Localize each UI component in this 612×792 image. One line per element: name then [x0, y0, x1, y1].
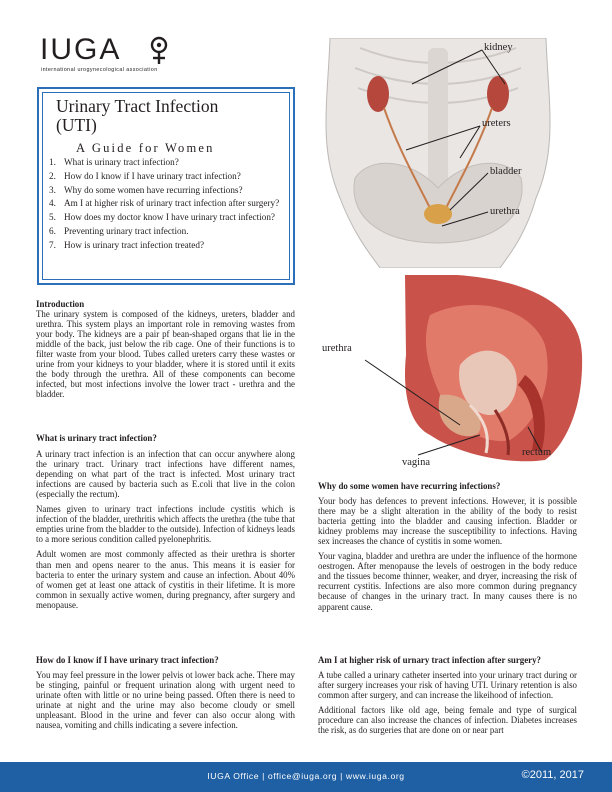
document-title: [56, 97, 218, 135]
label-rectum: rectum: [522, 447, 552, 458]
why-paragraph-1: Your body has defences to prevent infections. However, it is possible there may be a slight alteration in the ability of the body to resist bacteria getting into the bladder and causing infection. Bladder or kidney problems may increase the susceptibility to infections. Having sex increases the chance of cystitis in some women.: [318, 496, 577, 547]
surgery-heading: Am I at higher risk of urnary tract infection after surgery?: [318, 655, 541, 665]
label-bladder: bladder: [490, 166, 522, 177]
pelvic-cross-section-figure: [310, 275, 585, 475]
toc-item: 7. How is urinary tract infection treated?: [49, 239, 205, 250]
introduction-heading: Introduction: [36, 299, 85, 309]
urinary-system-figure: [300, 38, 580, 268]
title-line-1: Urinary Tract Infection: [56, 96, 219, 116]
guide-box: [37, 87, 295, 285]
surgery-paragraph-1: A tube called a urinary catheter inserted into your urinary tract during or after surgery increases your risk of having UTI. Urinary retention is also common after surgery, and can increase the likeihood of infection.: [318, 670, 577, 701]
toc-item: 6. Preventing urinary tract infection.: [49, 225, 189, 236]
right-column-why: [318, 481, 577, 612]
footer-contact: IUGA Office | office@iuga.org | www.iuga.org: [207, 771, 405, 781]
pelvic-cross-section-illustration: [310, 275, 585, 475]
logo-wordmark: IUGA: [40, 33, 122, 66]
right-column-surgery: [318, 655, 577, 735]
how-heading: How do I know if I have urinary tract infection?: [36, 655, 219, 665]
what-paragraph-1: A urinary tract infection is an infection that can occur anywhere along the urinary tract. Urinary tract infections have different names, depending on what part of the tract is infected. Most urinary tract infections are caused by bacteria such as E.coli that live in the colon (especially the rectum).: [36, 449, 295, 500]
title-line-2: (UTI): [56, 115, 97, 135]
how-paragraph: You may feel pressure in the lower pelvis ot lower back ache. There may be stinging, painful or frequent urination along with urgent need to urinate often with little or no urine being passed. Often there is need to urinate at night and the urine may also become cloudy or smell unpleasant. Blood in the urine and fever can also occur along with nausea, vomiting and chills indicating a severe infection.: [36, 670, 295, 731]
label-vagina: vagina: [402, 457, 430, 468]
toc-item: 5. How does my doctor know I have urinary tract infection?: [49, 212, 275, 223]
what-paragraph-2: Names given to urinary tract infections include cystitis which is infection of the bladder, urethritis which affects the urethra (the tube that empties urine from the bladder to the outside). Infection of kidneys leads to a more serious condition called pyelonephritis.: [36, 504, 295, 545]
toc-item: 3. Why do some women have recurring infections?: [49, 184, 243, 195]
introduction-paragraph: The urinary system is composed of the kidneys, ureters, bladder and urethra. This system plays an important role in removing wastes from your body. The kidneys are a pair pf bean-shaped organs that lie in the middle of the back, just below the rib cage. One of their functions is to filter waste from your blood. Tubes called ureters carry these wastes or urine from your kidneys to your bladder, where it is stored until it exits the body through the urethra. All of these components can become infected, but most infections involve the lower tract - urethra and the bladder.: [36, 309, 295, 400]
toc-item: 4. Am I at higher risk of urinary tract infection after surgery?: [49, 198, 280, 209]
left-column-how: [36, 655, 295, 730]
iuga-logo: [40, 34, 230, 76]
footer-copyright: ©2011, 2017: [521, 769, 584, 781]
female-symbol-icon: [148, 36, 170, 66]
label-ureters: ureters: [482, 118, 511, 129]
what-paragraph-3: Adult women are most commonly affected as their urethra is shorter than men and opens nearer to the anus. This means it is easier for bacteria to enter the urinary system and cause an infection. About 40% of women get at least one attack of cystitis in their lifetime. It is more common in sexually active women, during pregnancy, after surgery and menopause.: [36, 549, 295, 610]
what-heading: What is urinary tract infection?: [36, 433, 157, 443]
logo-tagline: international urogynecological association: [41, 67, 158, 73]
document-subtitle: A Guide for Women: [76, 141, 215, 155]
label-urethra-section: urethra: [322, 343, 352, 354]
left-column-what: [36, 433, 295, 610]
surgery-paragraph-2: Additional factors like old age, being female and type of surgical procedure can also increase the chances of infection. Diabetes increases the risk, as do surgeries that are done on or near part: [318, 705, 577, 736]
label-kidney: kidney: [484, 42, 513, 53]
table-of-contents: [49, 156, 289, 253]
urinary-system-illustration: [300, 38, 580, 268]
guide-box-inner: [42, 92, 290, 280]
footer-bar: [0, 762, 612, 792]
toc-item: 1. What is urinary tract infection?: [49, 157, 179, 167]
label-urethra: urethra: [490, 206, 520, 217]
why-paragraph-2: Your vagina, bladder and urethra are under the influence of the hormone oestrogen. After menopause the levels of oestrogen in the body reduce and the tissues become thinner, weaker, and dryer, increasing the risk of recurrent cystitis. Infections are also more common during pregnancy because of changes in the urinary tract. In many causes there is no apparent cause.: [318, 551, 577, 612]
left-column: [36, 299, 295, 399]
why-heading: Why do some women have recurring infections?: [318, 481, 501, 491]
toc-item: 2. How do I know if I have urinary tract infection?: [49, 170, 241, 181]
